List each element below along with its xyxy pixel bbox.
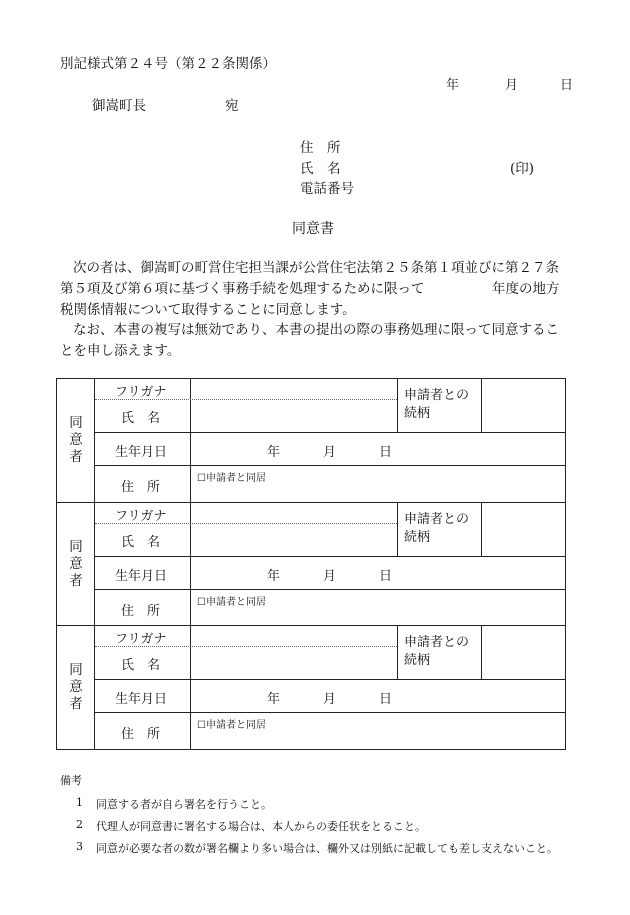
seal-mark: (印) <box>510 161 535 177</box>
name-label: 氏 名 <box>121 658 161 673</box>
furigana-label: フリガナ <box>115 509 167 524</box>
note-1-number: 1 <box>76 796 83 809</box>
address-label: 住 所 <box>121 604 161 619</box>
address-label: 住 所 <box>121 480 161 495</box>
note-3-number: 3 <box>76 840 83 853</box>
note-2-text: 代理人が同意書に署名する場合は、本人からの委任状をとること。 <box>96 820 426 833</box>
notes-heading: 備考 <box>60 774 82 787</box>
relation-label: 申請者との続柄 <box>404 388 470 421</box>
paragraph-2 <box>60 320 572 362</box>
name-label: 氏 名 <box>121 411 161 426</box>
form-number: 別記様式第２４号（第２２条関係） <box>60 56 276 72</box>
applicant-address-label: 住 所 <box>300 140 341 156</box>
relation-label: 申請者との続柄 <box>404 635 470 668</box>
birth-month-label: 月 <box>323 692 337 707</box>
note-2-number: 2 <box>76 818 83 831</box>
birth-year-label: 年 <box>267 445 281 460</box>
relation-label: 申請者との続柄 <box>404 512 470 545</box>
addressee-suffix: 宛 <box>225 98 239 114</box>
birth-day-label: 日 <box>379 692 393 707</box>
group-side-label: 同意者 <box>69 662 83 712</box>
cohabit-checkbox[interactable]: ☐申請者と同居 <box>197 597 266 608</box>
paragraph-1 <box>60 258 572 321</box>
consenter-group-2 <box>57 502 565 626</box>
group-side-label: 同意者 <box>69 415 83 465</box>
furigana-label: フリガナ <box>115 632 167 647</box>
paragraph-2-text: なお、本書の複写は無効であり、本書の提出の際の事務処理に限って同意することを申し添えます。 <box>60 322 559 359</box>
birth-label: 生年月日 <box>115 692 168 707</box>
addressee-name: 御嵩町長 <box>92 98 146 114</box>
cohabit-checkbox[interactable]: ☐申請者と同居 <box>197 473 266 484</box>
birth-year-label: 年 <box>267 692 281 707</box>
paragraph-1-text: 次の者は、御嵩町の町営住宅担当課が公営住宅法第２５条第１項並びに第２７条第５項及び第６項に基づく事務手続を処理するために限って 年度の地方税関係情報について取得することに同意します。 <box>60 260 560 318</box>
furigana-label: フリガナ <box>115 385 167 400</box>
birth-label: 生年月日 <box>115 569 168 584</box>
name-label: 氏 名 <box>121 535 161 550</box>
date-month-label: 月 <box>505 78 519 93</box>
birth-label: 生年月日 <box>115 445 168 460</box>
address-label: 住 所 <box>121 727 161 742</box>
applicant-name-label: 氏 名 <box>300 161 341 177</box>
document-title: 同意書 <box>292 221 334 237</box>
group-side-label: 同意者 <box>69 539 83 589</box>
consenter-group-1 <box>57 379 565 502</box>
birth-year-label: 年 <box>267 569 281 584</box>
birth-day-label: 日 <box>379 445 393 460</box>
consenter-group-3 <box>57 625 565 749</box>
note-1-text: 同意する者が自ら署名を行うこと。 <box>96 798 272 811</box>
birth-day-label: 日 <box>379 569 393 584</box>
date-day-label: 日 <box>560 78 574 93</box>
note-3-text: 同意が必要な者の数が署名欄より多い場合は、欄外又は別紙に記載しても差し支えないこと。 <box>96 842 558 855</box>
date-year-label: 年 <box>446 78 460 93</box>
birth-month-label: 月 <box>323 569 337 584</box>
applicant-phone-label: 電話番号 <box>300 181 354 197</box>
consenter-table <box>56 378 566 750</box>
cohabit-checkbox[interactable]: ☐申請者と同居 <box>197 720 266 731</box>
birth-month-label: 月 <box>323 445 337 460</box>
